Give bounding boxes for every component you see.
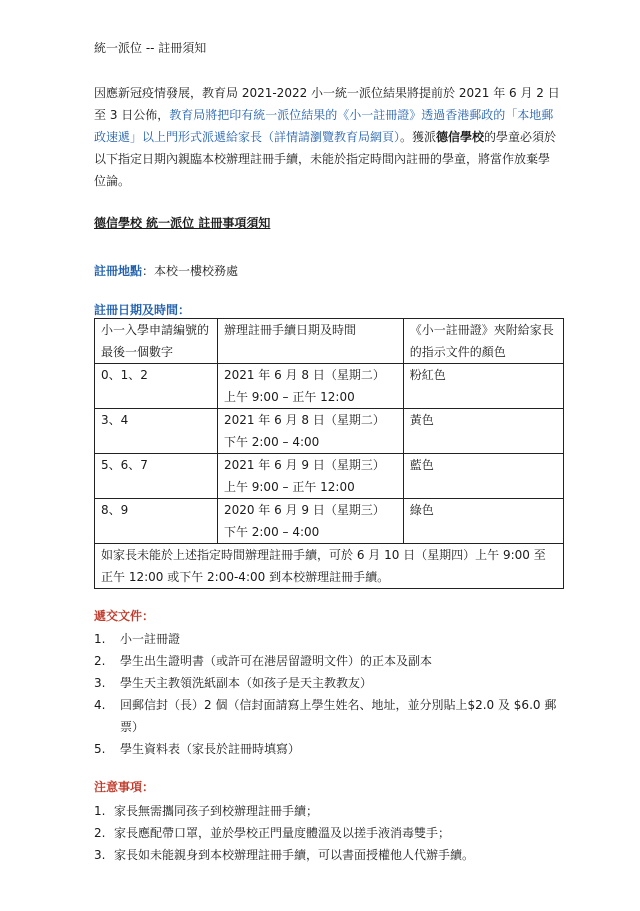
cell-time: 下午 2:00 – 4:00 [223,435,320,449]
list-text: 家長如未能親身到本校辦理註冊手續，可以書面授權他人代辦手續。 [114,848,475,862]
list-item [94,628,564,650]
cell-color: 藍色 [403,454,563,499]
registration-schedule-table [94,318,564,589]
location-value: ：本校一樓校務處 [142,264,239,278]
intro-text-3: 。獲派 [400,130,437,144]
location-label: 註冊地點 [94,264,143,278]
intro-edb-notice: 教育局將把印有統一派位結果的《小一註冊證》透過香港郵政的「本地郵政速遞」以上門形式派遞給家長（詳情請瀏覽教育局網頁） [94,108,554,144]
cell-digits: 3、4 [95,409,218,454]
list-text: 家長無需攜同孩子到校辦理註冊手續； [114,804,319,818]
list-text: 小一註冊證 [120,632,181,646]
cell-time: 上午 9:00 – 正午 12:00 [223,480,355,494]
list-item [94,694,564,738]
list-number: 1. [94,632,106,646]
list-text: 家長應配帶口罩，並於學校正門量度體溫及以搓手液消毒雙手； [114,826,451,840]
cell-date: 2020 年 6 月 9 日（星期三） [223,503,385,517]
cell-digits: 8、9 [95,499,218,544]
intro-paragraph [94,82,560,192]
table-row [95,409,564,454]
notes-heading: 注意事項： [94,780,155,794]
list-item [94,822,564,844]
documents-heading: 遞交文件： [94,609,155,623]
cell-time: 上午 9:00 – 正午 12:00 [223,390,355,404]
list-number: 3. [94,848,106,862]
cell-date: 2021 年 6 月 9 日（星期三） [223,458,385,472]
list-text: 學生天主教領洗紙副本（如孩子是天主教教友） [120,676,373,690]
list-text: 學生出生證明書（或許可在港居留證明文件）的正本及副本 [120,654,433,668]
list-item [94,650,564,672]
intro-school-name: 德信學校 [436,130,485,144]
notes-list [94,800,564,866]
cell-color: 粉紅色 [403,364,563,409]
cell-datetime [217,364,403,409]
table-header-row [95,319,564,364]
cell-time: 下午 2:00 – 4:00 [223,525,320,539]
intro-text-4: 的學童必須於以下指定日期內親臨本校辦理註冊手續，未能於指定時間內註冊的學童，將當作放棄學位論。 [94,130,557,188]
schedule-label: 註冊日期及時間： [94,303,191,317]
table-row [95,364,564,409]
list-item [94,800,564,822]
cell-color: 綠色 [403,499,563,544]
cell-digits: 0、1、2 [95,364,218,409]
list-number: 5. [94,742,106,756]
list-number: 4. [94,698,106,712]
cell-datetime [217,454,403,499]
documents-list [94,628,564,760]
cell-date: 2021 年 6 月 8 日（星期二） [223,413,385,427]
list-text: 回郵信封（長）2 個（信封面請寫上學生姓名、地址，並分別貼上$2.0 及 $6.0 郵票） [120,698,557,734]
page-title: 統一派位 -- 註冊須知 [94,41,207,55]
list-number: 2. [94,654,106,668]
header-cell-color: 《小一註冊證》夾附給家長的指示文件的顏色 [403,319,563,364]
cell-color: 黃色 [403,409,563,454]
list-number: 1. [94,804,106,818]
table-row [95,499,564,544]
header-cell-datetime: 辦理註冊手續日期及時間 [217,319,403,364]
cell-digits: 5、6、7 [95,454,218,499]
list-item [94,844,564,866]
cell-datetime [217,499,403,544]
table-row [95,454,564,499]
cell-date: 2021 年 6 月 8 日（星期二） [223,368,385,382]
section-heading: 德信學校 統一派位 註冊事項須知 [94,216,271,230]
registration-location [94,262,238,280]
schedule-note: 如家長未能於上述指定時間辦理註冊手續，可於 6 月 10 日（星期四）上午 9:00 至正午 12:00 或下午 2:00-4:00 到本校辦理註冊手續。 [95,544,564,589]
header-cell-digits: 小一入學申請編號的最後一個數字 [95,319,218,364]
table-note-row [95,544,564,589]
list-number: 3. [94,676,106,690]
list-number: 2. [94,826,106,840]
list-text: 學生資料表（家長於註冊時填寫） [120,742,301,756]
list-item [94,672,564,694]
cell-datetime [217,409,403,454]
intro-text-1: 因應新冠疫情發展，教育局 2021-2022 小一統一派位結果將提前於 2021 年 6 月 2 日至 3 日公佈， [94,86,560,122]
list-item [94,738,564,760]
